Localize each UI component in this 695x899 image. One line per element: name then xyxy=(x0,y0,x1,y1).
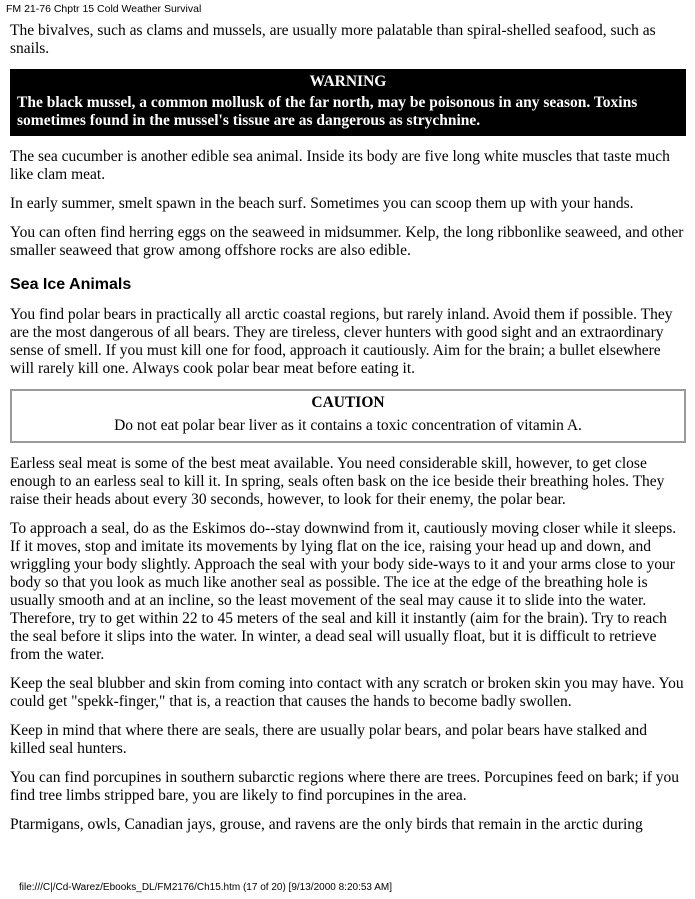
caution-text: Do not eat polar bear liver as it contains a toxic concentration of vitamin A. xyxy=(114,417,582,434)
paragraph-seals-bears: Keep in mind that where there are seals, there are usually polar bears, and polar bears have stalked and killed seal hunters. xyxy=(10,722,647,757)
warning-title: WARNING xyxy=(309,73,387,90)
paragraph-earless-seal: Earless seal meat is some of the best meat available. You need considerable skill, however, to get close enough to an earless seal to kill it. In spring, seals often bask on the ice beside their breathing holes. They raise their heads about every 30 seconds, however, to look for their enemy, the polar bear. xyxy=(10,455,665,508)
paragraph-sea-cucumber: The sea cucumber is another edible sea animal. Inside its body are five long white muscles that taste much like clam meat. xyxy=(10,148,670,183)
paragraph-arctic-birds: Ptarmigans, owls, Canadian jays, grouse, and ravens are the only birds that remain in the arctic during xyxy=(10,816,643,833)
page-header: FM 21-76 Chptr 15 Cold Weather Survival xyxy=(6,3,202,15)
warning-box xyxy=(10,69,686,136)
warning-text: The black mussel, a common mollusk of the far north, may be poisonous in any season. Toxins sometimes found in the mussel's tissue are as dangerous as strychnine. xyxy=(17,94,638,129)
paragraph-approach-seal: To approach a seal, do as the Eskimos do--stay downwind from it, cautiously moving closer while it sleeps. If it moves, stop and imitate its movements by lying flat on the ice, raising your head up and down, and wriggling your body slightly. Approach the seal with your body side-ways to it and your arms close to your body so that you look as much like another seal as possible. The ice at the edge of the breathing hole is usually smooth and at an incline, so the least movement of the seal may cause it to slide into the water. Therefore, try to get within 22 to 45 meters of the seal and kill it instantly (aim for the brain). Try to reach the seal before it slips into the water. In winter, a dead seal will usually float, but it is difficult to retrieve from the water. xyxy=(10,520,677,663)
paragraph-polar-bears: You find polar bears in practically all arctic coastal regions, but rarely inland. Avoid them if possible. They are the most dangerous of all bears. They are tireless, clever hunters with good sight and an extraordinary sense of smell. If you must kill one for food, approach it cautiously. Aim for the brain; a bullet elsewhere will rarely kill one. Always cook polar bear meat before eating it. xyxy=(10,306,673,377)
paragraph-herring-kelp: You can often find herring eggs on the seaweed in midsummer. Kelp, the long ribbonlike seaweed, and other smaller seaweed that grow among offshore rocks are also edible. xyxy=(10,224,684,259)
paragraph-porcupines: You can find porcupines in southern subarctic regions where there are trees. Porcupines feed on bark; if you find tree limbs stripped bare, you are likely to find porcupines in the area. xyxy=(10,769,680,804)
paragraph-smelt: In early summer, smelt spawn in the beach surf. Sometimes you can scoop them up with your hands. xyxy=(10,195,634,212)
page-footer-url: file:///C|/Cd-Warez/Ebooks_DL/FM2176/Ch15.htm (17 of 20) [9/13/2000 8:20:53 AM] xyxy=(19,882,392,893)
document-body xyxy=(10,22,686,845)
section-heading: Sea Ice Animals xyxy=(10,276,132,293)
caution-box xyxy=(10,389,686,443)
paragraph-seal-blubber: Keep the seal blubber and skin from coming into contact with any scratch or broken skin you may have. You could get "spekk-finger," that is, a reaction that causes the hands to become badly swollen. xyxy=(10,675,684,710)
caution-title: CAUTION xyxy=(311,394,385,411)
paragraph-bivalves: The bivalves, such as clams and mussels, are usually more palatable than spiral-shelled seafood, such as snails. xyxy=(10,22,656,57)
